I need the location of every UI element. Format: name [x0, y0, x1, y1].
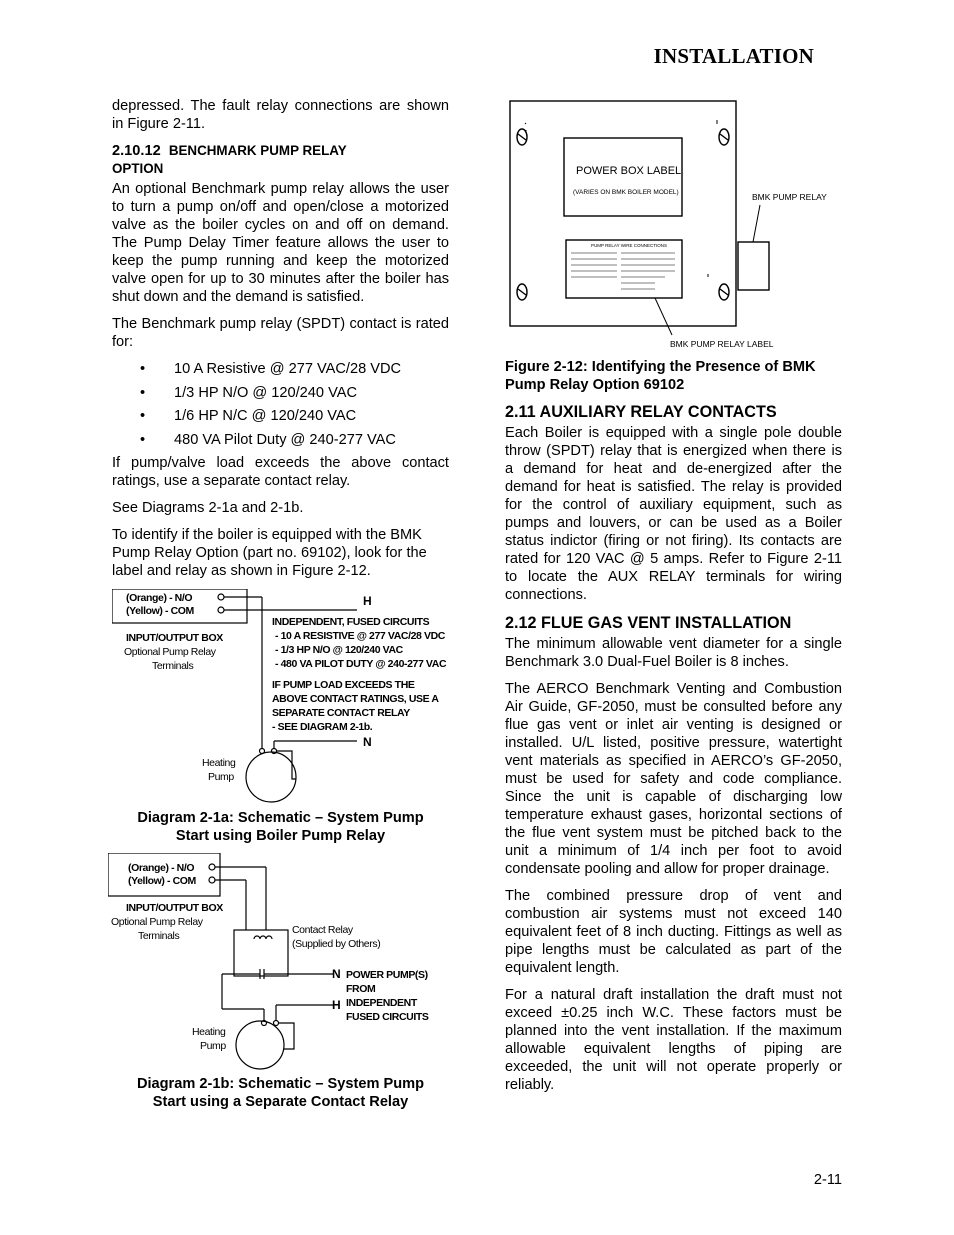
contact-relay-line2: (Supplied by Others) — [292, 938, 381, 951]
exceed-paragraph: If pump/valve load exceeds the above contact ratings, use a separate contact relay. — [112, 455, 449, 490]
power-line4: FUSED CIRCUITS — [346, 1011, 429, 1024]
rating-item: • 1/6 HP N/C @ 120/240 VAC — [112, 407, 449, 425]
bmk-pump-relay-label-bottom: BMK PUMP RELAY LABEL — [670, 339, 774, 349]
section-title-line1: BENCHMARK PUMP RELAY — [168, 143, 347, 158]
diagram-2-1b-caption — [92, 1075, 469, 1111]
caption-a-line1: Diagram 2-1a: Schematic – System Pump — [137, 810, 424, 827]
option-paragraph: An optional Benchmark pump relay allows the user to turn a pump on/off and open/close a motorized valve as the boiler cycles on and off on demand. The Pump Delay Timer feature allows the user to keep the pump running and keep the motorized valve open for up to 30 minutes after the boiler has shut down and the demand is satisfied. — [112, 181, 449, 305]
terminal-com — [218, 607, 224, 613]
flue-paragraph-3: The combined pressure drop of vent and combustion air systems must not exceed 140 equivalent feet of 8 inch ducting. Fittings as well as pipe lengths must be calculated as part of the equivalent length. — [505, 888, 842, 976]
circuits-line4: - 480 VA PILOT DUTY @ 240-277 VAC — [275, 658, 447, 671]
caption-b-line2: Start using a Separate Contact Relay — [152, 1094, 409, 1111]
caption-b-line1: Diagram 2-1b: Schematic – System Pump — [136, 1076, 425, 1093]
page-number: 2-11 — [813, 1172, 842, 1188]
section-heading-2-12: 2.12 FLUE GAS VENT INSTALLATION — [505, 614, 792, 632]
identify-paragraph: To identify if the boiler is equipped with the BMK Pump Relay Option (part no. 69102), look for the label and relay as shown in Figure 2-12. — [112, 527, 427, 580]
io-box-sub2: Terminals — [152, 660, 194, 673]
n-label: N — [332, 967, 341, 982]
heating-pump-symbol — [236, 1021, 284, 1069]
warning-line2: ABOVE CONTACT RATINGS, USE A — [272, 693, 439, 706]
intro-paragraph: depressed. The fault relay connections are shown in Figure 2-11. — [112, 98, 449, 132]
rated-paragraph: The Benchmark pump relay (SPDT) contact is rated for: — [112, 316, 449, 350]
rating-item: • 1/3 HP N/O @ 120/240 VAC — [112, 384, 449, 402]
section-heading-2-10-12 — [112, 142, 449, 178]
power-box-outline — [510, 101, 736, 326]
contact-relay-line1: Contact Relay — [292, 924, 353, 937]
warning-line1: IF PUMP LOAD EXCEEDS THE — [272, 679, 415, 692]
circuits-line3: - 1/3 HP N/O @ 120/240 VAC — [275, 644, 403, 657]
diagram-2-1a-caption — [92, 809, 469, 845]
no-terminal-label: (Orange) - N/O — [128, 862, 195, 875]
io-box-sub2: Terminals — [138, 930, 180, 943]
left-column — [112, 97, 449, 1111]
n-label: N — [363, 735, 372, 750]
no-terminal-label: (Orange) - N/O — [126, 592, 193, 605]
com-terminal-label: (Yellow) - COM — [126, 605, 194, 618]
pump-relay-label-title: PUMP RELAY WIRE CONNECTIONS — [591, 243, 668, 248]
flue-paragraph-1: The minimum allowable vent diameter for a single Benchmark 3.0 Dual-Fuel Boiler is 8 inches. — [505, 636, 842, 670]
com-terminal-label: (Yellow) - COM — [128, 875, 196, 888]
bmk-pump-relay-label: BMK PUMP RELAY — [752, 192, 827, 202]
warning-line4: - SEE DIAGRAM 2-1b. — [272, 721, 373, 734]
power-box-label-title: POWER BOX LABEL — [576, 165, 682, 177]
pump-label-line2: Pump — [200, 1040, 226, 1053]
rating-item: • 480 VA Pilot Duty @ 240-277 VAC — [112, 431, 449, 449]
caption-a-line2: Start using Boiler Pump Relay — [175, 828, 386, 845]
figure-2-12 — [505, 97, 842, 353]
section-number: 2.10.12 — [112, 143, 161, 159]
pump-label-line1: Heating — [192, 1026, 226, 1039]
rating-list — [112, 360, 449, 449]
right-column — [505, 97, 842, 1103]
section-title-line2: OPTION — [112, 161, 164, 176]
power-line1: POWER PUMP(S) — [346, 969, 428, 982]
pump-label-line1: Heating — [202, 757, 236, 770]
section-heading-2-11: 2.11 AUXILIARY RELAY CONTACTS — [505, 403, 777, 421]
io-box-sub1: Optional Pump Relay — [124, 646, 216, 659]
flue-paragraph-2: The AERCO Benchmark Venting and Combustion Air Guide, GF-2050, must be consulted before any flue gas vent or inlet air venting is designed or installed. U/L listed, positive pressure, watertight vent materials as specified in AERCO’s GF-2050, must be used for safety and code compliance. Since the unit is capable of discharging low temperature exhaust gases, horizontal sections of the flue vent system must be pitched back to the unit a minimum of 1/4 inch per foot to avoid condensate pooling and allow for proper drainage. — [505, 681, 842, 877]
io-box-title: INPUT/OUTPUT BOX — [126, 632, 223, 645]
h-label: H — [363, 594, 372, 609]
diagram-2-1a — [112, 589, 449, 809]
figure-2-12-drawing — [505, 97, 845, 353]
io-box-sub1: Optional Pump Relay — [111, 916, 203, 929]
power-line2: FROM — [346, 983, 376, 996]
diagram-2-1b-schematic — [108, 853, 453, 1075]
h-label: H — [332, 998, 341, 1013]
figure-2-12-caption: Figure 2-12: Identifying the Presence of BMK Pump Relay Option 69102 — [505, 359, 816, 393]
page-header-title: INSTALLATION — [653, 44, 814, 68]
power-line3: INDEPENDENT — [346, 997, 417, 1010]
power-box-label-sub: (VARIES ON BMK BOILER MODEL) — [573, 189, 679, 196]
io-box-title: INPUT/OUTPUT BOX — [126, 902, 223, 915]
circuits-line2: - 10 A RESISTIVE @ 277 VAC/28 VDC — [275, 630, 445, 643]
see-diagrams-paragraph: See Diagrams 2-1a and 2-1b. — [112, 500, 304, 517]
terminal-com — [209, 877, 215, 883]
pump-label-line2: Pump — [208, 771, 234, 784]
diagram-2-1b — [108, 853, 445, 1075]
bmk-pump-relay-box — [738, 242, 769, 290]
aux-relay-paragraph: Each Boiler is equipped with a single pole double throw (SPDT) relay that is energized when there is a demand for heat and de-energized after the demand for heat is satisfied. The relay is provided for the control of auxiliary equipment, such as pumps and louvers, or can be used as a Boiler status indictor (firing or not firing). Its contacts are rated for 120 VAC @ 5 amps. Refer to Figure 2-11 to locate the AUX RELAY terminals for wiring connections. — [505, 425, 842, 603]
heating-pump-symbol — [246, 752, 296, 802]
diagram-2-1a-schematic — [112, 589, 457, 809]
terminal-no — [218, 594, 224, 600]
rating-item: • 10 A Resistive @ 277 VAC/28 VDC — [112, 360, 449, 378]
flue-paragraph-4: For a natural draft installation the draft must not exceed ±0.25 inch W.C. These factors must be planned into the vent installation. If the maximum allowable equivalent lengths of piping are exceeded, the unit will not operate properly or reliably. — [505, 987, 842, 1093]
circuits-line1: INDEPENDENT, FUSED CIRCUITS — [272, 616, 430, 629]
terminal-no — [209, 864, 215, 870]
warning-line3: SEPARATE CONTACT RELAY — [272, 707, 410, 720]
power-box-label-frame — [564, 138, 682, 216]
